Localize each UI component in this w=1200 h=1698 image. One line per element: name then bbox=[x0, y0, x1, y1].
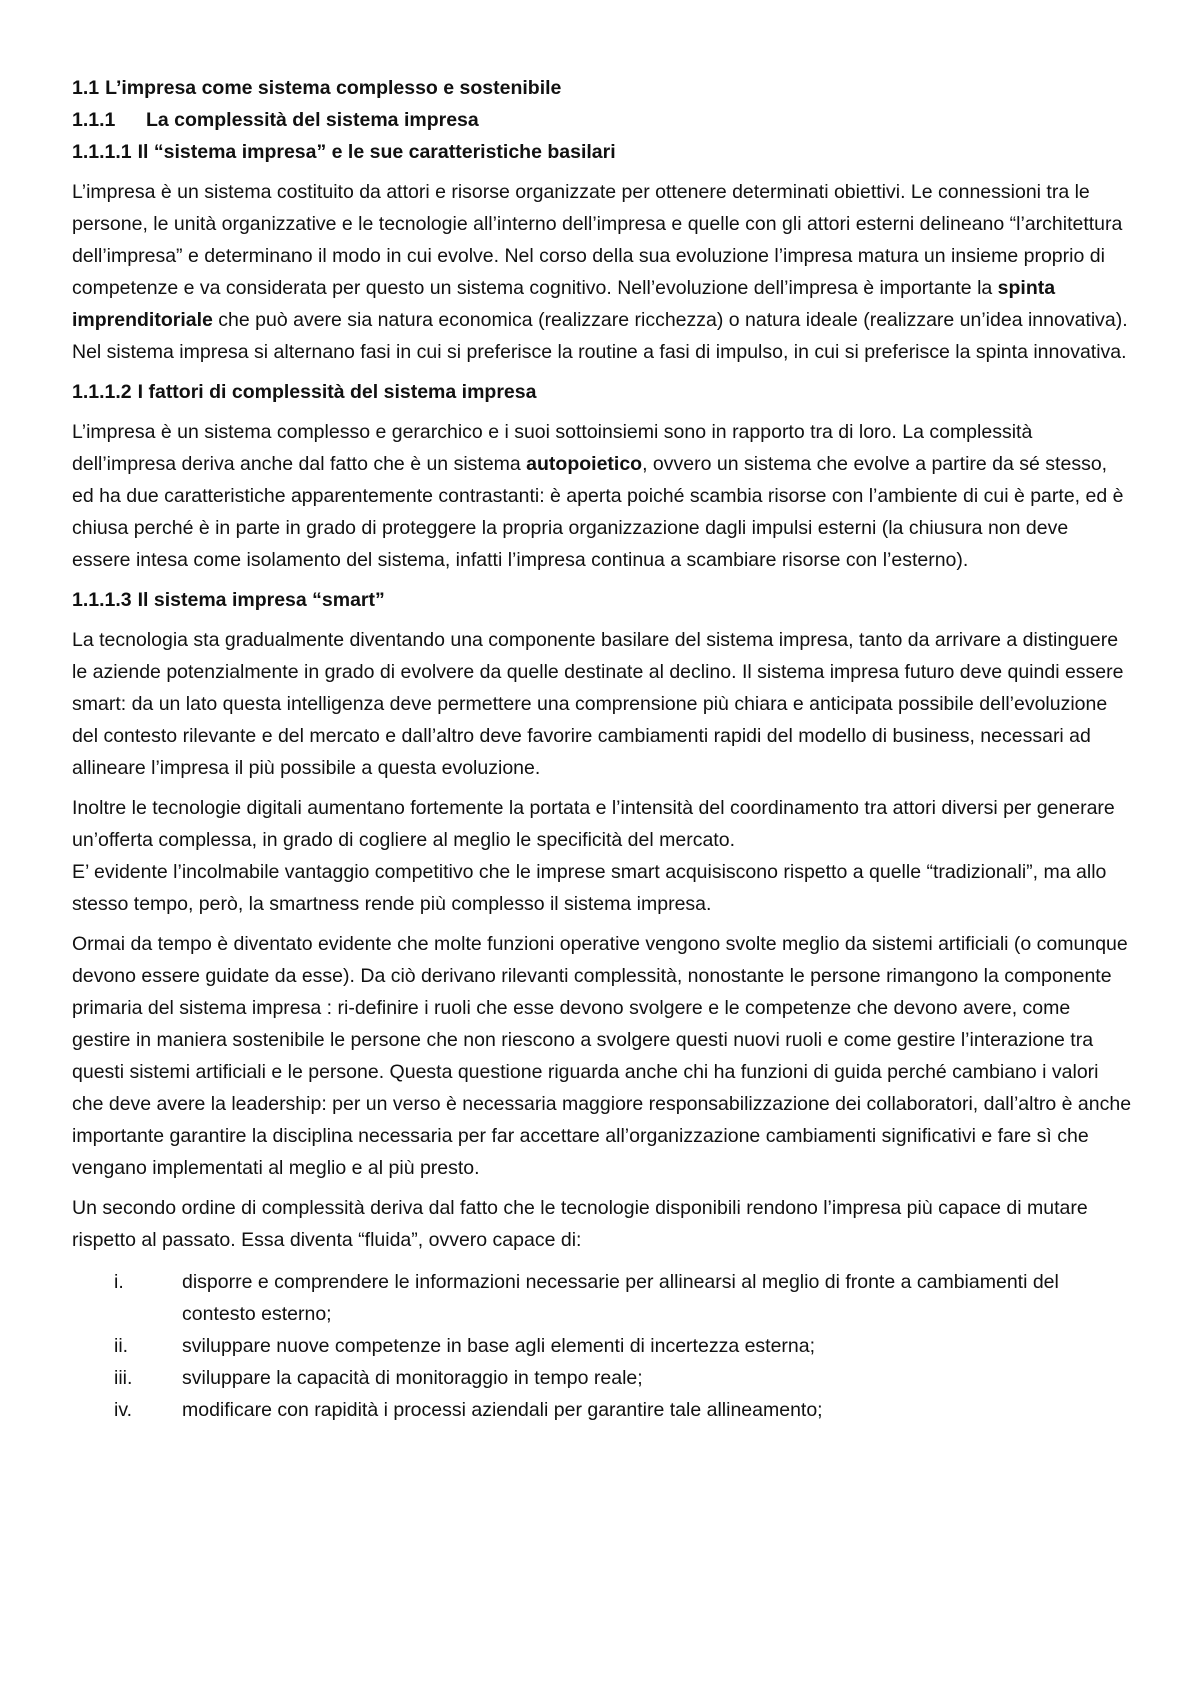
paragraph-secondo-ordine: Un secondo ordine di complessità deriva dal fatto che le tecnologie disponibili rendono l’impresa più capace di mutare rispetto al passato. Essa diventa “fluida”, ovvero capace di: bbox=[72, 1197, 1088, 1251]
list-item bbox=[72, 1266, 1132, 1330]
list-text: sviluppare nuove competenze in base agli elementi di incertezza esterna; bbox=[182, 1335, 816, 1357]
heading-1-1-1-2 bbox=[72, 376, 1132, 408]
heading-number: 1.1.1 bbox=[72, 109, 116, 131]
heading-number: 1.1 bbox=[72, 77, 100, 99]
bold-term: spinta imprenditoriale bbox=[72, 277, 1056, 331]
heading-text: I fattori di complessità del sistema impresa bbox=[137, 381, 537, 403]
capability-list bbox=[72, 1266, 1132, 1426]
heading-1-1-1-3 bbox=[72, 584, 1132, 616]
document-page bbox=[72, 72, 1132, 1426]
heading-text: L’impresa come sistema complesso e sostenibile bbox=[105, 77, 562, 99]
list-marker: iii. bbox=[114, 1367, 133, 1389]
bold-term: autopoietico bbox=[526, 453, 643, 475]
list-item bbox=[72, 1394, 1132, 1426]
paragraph-tecnologia: La tecnologia sta gradualmente diventando una componente basilare del sistema impresa, tanto da arrivare a distinguere le aziende potenzialmente in grado di evolvere da quelle destinate al declino. Il sistema impresa futuro deve quindi essere smart: da un lato questa intelligenza deve permettere una comprensione più chiara e anticipata possibile dell’evoluzione del contesto rilevante e del mercato e dall’altro deve favorire cambiamenti rapidi del modello di business, necessari ad allineare l’impresa il più possibile a questa evoluzione. bbox=[72, 629, 1124, 779]
heading-text: La complessità del sistema impresa bbox=[146, 109, 479, 131]
heading-text: Il “sistema impresa” e le sue caratteristiche basilari bbox=[137, 141, 616, 163]
list-text: sviluppare la capacità di monitoraggio in tempo reale; bbox=[182, 1367, 643, 1389]
heading-number: 1.1.1.1 bbox=[72, 141, 132, 163]
list-text: disporre e comprendere le informazioni necessarie per allinearsi al meglio di fronte a cambiamenti del contesto esterno; bbox=[182, 1271, 1059, 1325]
paragraph-funzioni-operative: Ormai da tempo è diventato evidente che molte funzioni operative vengono svolte meglio da sistemi artificiali (o comunque devono essere guidate da esse). Da ciò derivano rilevanti complessità, nonostante le persone rimangono la componente primaria del sistema impresa : ri-definire i ruoli che esse devono svolgere e le competenze che devono avere, come gestire in maniera sostenibile le persone che non riescono a svolgere questi nuovi ruoli e come gestire l’interazione tra questi sistemi artificiali e le persone. Questa questione riguarda anche chi ha funzioni di guida perché cambiano i valori che deve avere la leadership: per un verso è necessaria maggiore responsabilizzazione dei collaboratori, dall’altro è anche importante garantire la disciplina necessaria per far accettare all’organizzazione cambiamenti significativi e fare sì che vengano implementati al meglio e al più presto. bbox=[72, 933, 1132, 1179]
heading-number: 1.1.1.2 bbox=[72, 381, 132, 403]
list-text: modificare con rapidità i processi aziendali per garantire tale allineamento; bbox=[182, 1399, 823, 1421]
list-item bbox=[72, 1362, 1132, 1394]
heading-number: 1.1.1.3 bbox=[72, 589, 132, 611]
paragraph-tecnologie-digitali: Inoltre le tecnologie digitali aumentano fortemente la portata e l’intensità del coordinamento tra attori diversi per generare un’offerta complessa, in grado di cogliere al meglio le specificità del mercato. bbox=[72, 797, 1115, 851]
heading-1-1-1-1 bbox=[72, 136, 1132, 168]
list-marker: ii. bbox=[114, 1335, 129, 1357]
list-marker: i. bbox=[114, 1271, 124, 1293]
heading-1-1-1 bbox=[72, 104, 1132, 136]
list-item bbox=[72, 1330, 1132, 1362]
paragraph-vantaggio-competitivo: E’ evidente l’incolmabile vantaggio competitivo che le imprese smart acquisiscono rispetto a quelle “tradizionali”, ma allo stesso tempo, però, la smartness rende più complesso il sistema impresa. bbox=[72, 861, 1107, 915]
paragraph-fattori-complessita: L’impresa è un sistema complesso e gerarchico e i suoi sottoinsiemi sono in rapporto tra di loro. La complessità dell’impresa deriva anche dal fatto che è un sistema autopoietico, ovvero un sistema che evolve a partire da sé stesso, ed ha due caratteristiche apparentemente contrastanti: è aperta poiché scambia risorse con l’ambiente di cui è parte, ed è chiusa perché è in parte in grado di proteggere la propria organizzazione dagli impulsi esterni (la chiusura non deve essere intesa come isolamento del sistema, infatti l’impresa continua a scambiare risorse con l’esterno). bbox=[72, 421, 1124, 571]
list-marker: iv. bbox=[114, 1399, 133, 1421]
heading-text: Il sistema impresa “smart” bbox=[137, 589, 385, 611]
heading-1-1 bbox=[72, 72, 1132, 104]
paragraph-sistema-impresa: L’impresa è un sistema costituito da attori e risorse organizzate per ottenere determinati obiettivi. Le connessioni tra le persone, le unità organizzative e le tecnologie all’interno dell’impresa e quelle con gli attori esterni delineano “l’architettura dell’impresa” e determinano il modo in cui evolve. Nel corso della sua evoluzione l’impresa matura un insieme proprio di competenze e va considerata per questo un sistema cognitivo. Nell’evoluzione dell’impresa è importante la spinta imprenditoriale che può avere sia natura economica (realizzare ricchezza) o natura ideale (realizzare un’idea innovativa). Nel sistema impresa si alternano fasi in cui si preferisce la routine a fasi di impulso, in cui si preferisce la spinta innovativa. bbox=[72, 181, 1128, 363]
